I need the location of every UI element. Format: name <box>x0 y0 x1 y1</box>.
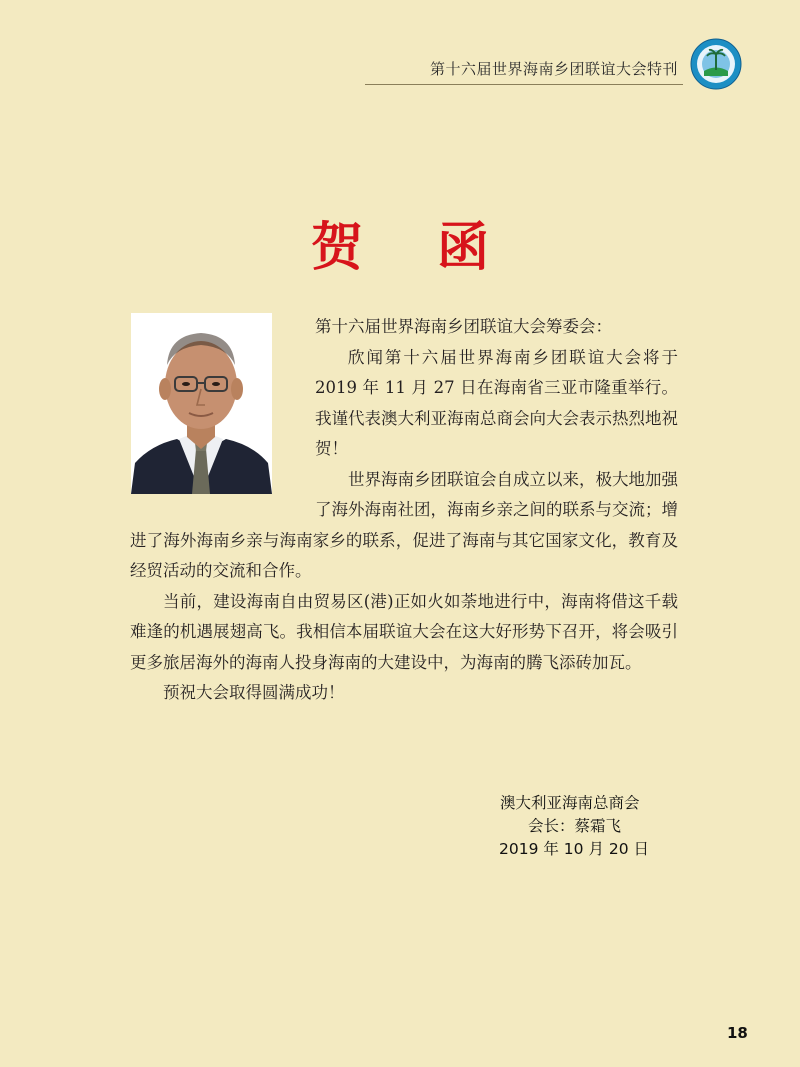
photo-space <box>130 312 315 512</box>
letter-body <box>130 312 678 709</box>
conference-emblem-icon <box>690 38 742 90</box>
letter-salutation: 第十六届世界海南乡团联谊大会筹委会： <box>315 317 612 336</box>
signature-date: 2019 年 10 月 20 日 <box>499 840 650 858</box>
header-title: 第十六届世界海南乡团联谊大会特刊 <box>430 60 679 78</box>
letter-paragraph: 世界海南乡团联谊会自成立以来，极大地加强了海外海南社团，海南乡亲之间的联系与交流；增进了海外海南乡亲与海南家乡的联系，促进了海南与其它国家文化，教育及经贸活动的交流和合作。 <box>130 469 678 580</box>
letter-paragraph: 预祝大会取得圆满成功！ <box>163 683 345 702</box>
signature-organization: 澳大利亚海南总商会 <box>500 794 640 812</box>
letter-paragraph: 当前，建设海南自由贸易区(港)正如火如荼地进行中，海南将借这千载难逢的机遇展翅高飞。我相信本届联谊大会在这大好形势下召开，将会吸引更多旅居海外的海南人投身海南的大建设中，为海南的腾飞添砖加瓦。 <box>130 591 678 672</box>
page-number: 18 <box>727 1024 748 1042</box>
letter-paragraph: 欣闻第十六届世界海南乡团联谊大会将于 2019 年 11 月 27 日在海南省三亚市隆重举行。我谨代表澳大利亚海南总商会向大会表示热烈地祝贺！ <box>315 347 678 458</box>
signature-president: 会长：蔡霜飞 <box>528 817 622 835</box>
signature-block <box>490 792 680 861</box>
header-divider <box>365 84 683 85</box>
letter-title: 贺 函 <box>310 217 518 278</box>
